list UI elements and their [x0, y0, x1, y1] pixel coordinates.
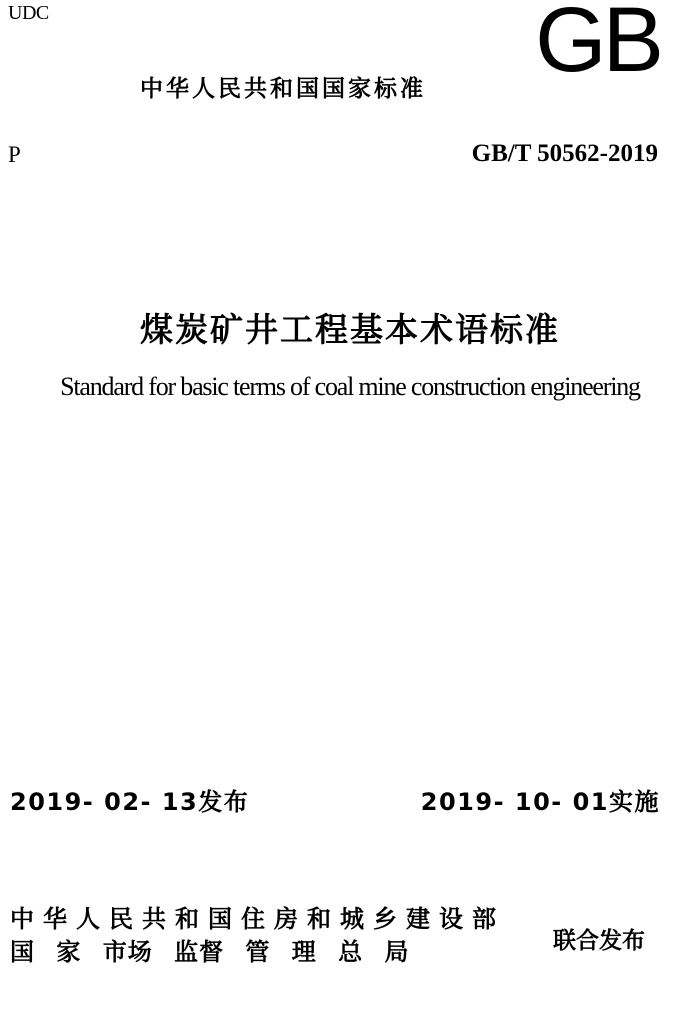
implementation-date: 2019- 10- 01实施 — [420, 788, 660, 816]
issue-date: 2019- 02- 13发布 — [10, 788, 250, 816]
publisher-administration: 国 家 市场 监督 管 理 总 局 — [10, 938, 410, 966]
issuer-title: 中华人民共和国国家标准 — [140, 76, 426, 102]
document-title-chinese: 煤炭矿井工程基本术语标准 — [140, 310, 560, 349]
gb-standard-mark: GB — [535, 0, 660, 91]
publishing-authorities — [10, 903, 505, 969]
classification-code: P — [8, 142, 21, 167]
udc-label: UDC — [8, 2, 49, 24]
joint-release-label: 联合发布 — [553, 928, 645, 954]
standard-number: GB/T 50562-2019 — [471, 140, 658, 167]
document-title-english: Standard for basic terms of coal mine construction engineering — [60, 372, 640, 401]
publisher-ministry: 中华人民共和国住房和城乡建设部 — [10, 905, 505, 933]
